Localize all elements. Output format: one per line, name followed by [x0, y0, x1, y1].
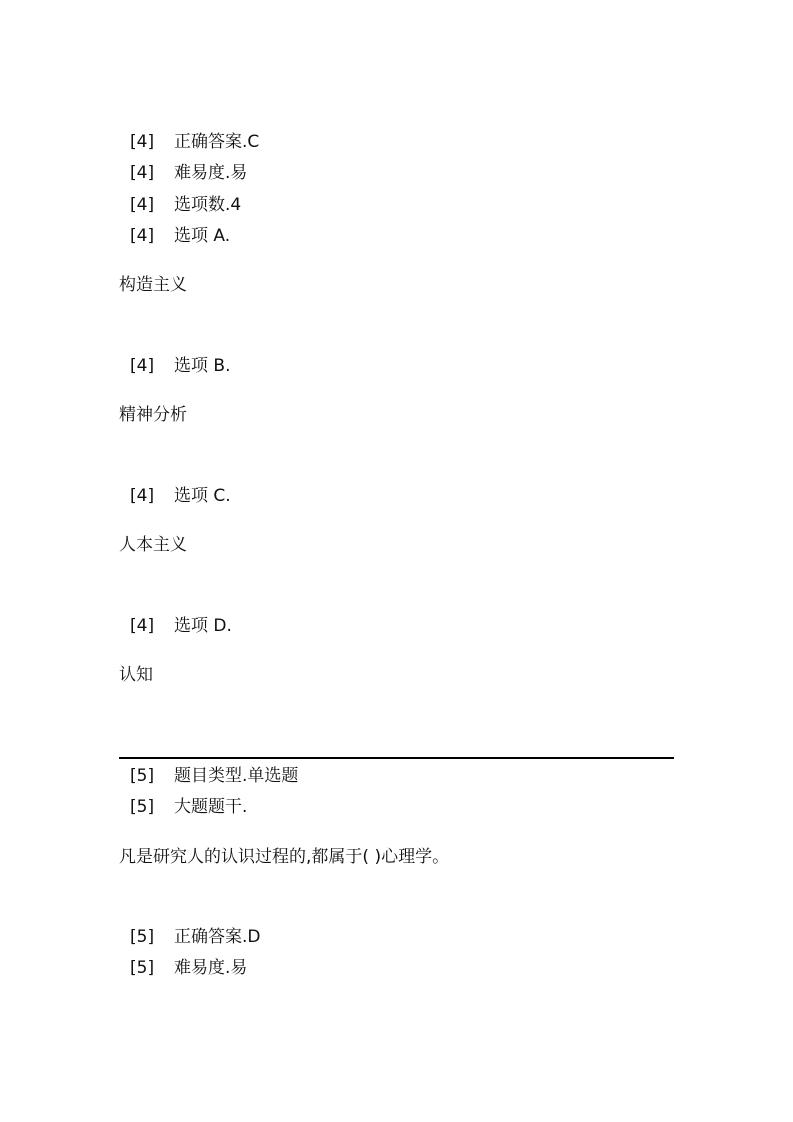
q5-difficulty: 难易度.易 [174, 958, 248, 978]
q5-number: [5] [130, 766, 155, 786]
q5-type: 题目类型.单选题 [174, 766, 299, 786]
q4-option-count: 选项数.4 [174, 195, 242, 215]
q5-number: [5] [130, 958, 155, 978]
q5-number: [5] [130, 927, 155, 947]
q4-option-b-label: 选项 B. [174, 356, 231, 376]
q5-stem-label: 大题题干. [174, 797, 248, 817]
q4-number: [4] [130, 486, 155, 506]
q5-correct-answer: 正确答案.D [174, 927, 261, 947]
q4-option-a-label: 选项 A. [174, 226, 231, 246]
q4-number: [4] [130, 356, 155, 376]
q4-number: [4] [130, 226, 155, 246]
q4-option-d-label: 选项 D. [174, 616, 232, 636]
q5-number: [5] [130, 797, 155, 817]
q4-option-c-text: 人本主义 [119, 535, 187, 555]
q4-option-a-text: 构造主义 [119, 275, 187, 295]
question-divider [119, 757, 674, 759]
q4-number: [4] [130, 132, 155, 152]
q4-option-c-label: 选项 C. [174, 486, 231, 506]
q5-stem-text: 凡是研究人的认识过程的,都属于( )心理学。 [119, 847, 450, 867]
q4-correct-answer: 正确答案.C [174, 132, 260, 152]
q4-option-d-text: 认知 [119, 665, 153, 685]
q4-difficulty: 难易度.易 [174, 163, 248, 183]
q4-number: [4] [130, 163, 155, 183]
q4-number: [4] [130, 616, 155, 636]
q4-number: [4] [130, 195, 155, 215]
q4-option-b-text: 精神分析 [119, 405, 187, 425]
